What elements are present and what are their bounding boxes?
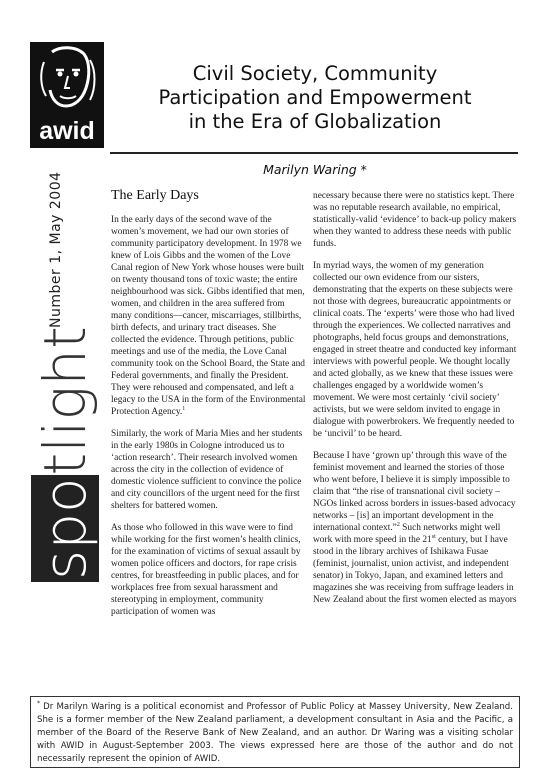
series-name-highlight: spo bbox=[31, 477, 99, 580]
face-logo-icon bbox=[30, 42, 104, 122]
author-footnote bbox=[30, 696, 520, 768]
paragraph: Because I have ‘grown up’ through this wave of the feminist movement and learned the stories of those who went before, I believe it is simply impossible to claim that “the rise of transnational civil society – NGOs linked across borders in issues-based advocacy networks – [is] an important development in the international context.”$^2$ Such networks might well work with more speed in the 21st century, but I have stood in the library archives of Ishikawa Fusae (feminist, journalist, union activist, and independent senator) in Tokyo, Japan, and examined letters and magazines she was receiving from suffrage leaders in New Zealand about the first women elected as mayors bbox=[313, 451, 517, 605]
title-line-1: Civil Society, Community bbox=[192, 62, 438, 85]
text-column-left bbox=[111, 190, 307, 628]
title-divider bbox=[110, 152, 518, 154]
logo-word: awid bbox=[39, 117, 95, 145]
footnote-ref: 2 bbox=[396, 521, 400, 528]
paragraph: In the early days of the second wave of the women’s movement, we had our own stories of community participatory development. In 1978 we knew of Lois Gibbs and the women of the Love Canal region of New York whose houses were built on twenty thousand tons of toxic waste; the entire neighbourhood was sick. Gibbs identified that men, women, and children in the area suffered from many conditions—cancer, miscarriages, stillbirths, birth defects, and urinary tract diseases. She collected the evidence. Through petitions, public meetings and use of the media, the Love Canal community took on the School Board, the State and Federal governments, and finally the President. They were rehoused and compensated, and left a legacy to the USA in the form of the Environmental Protection Agency.$^1$ bbox=[111, 215, 306, 417]
page-title bbox=[110, 62, 520, 134]
footnote-text: Dr Marilyn Waring is a political economist and Professor of Public Policy at Massey University, New Zealand. She is a former member of the New Zealand parliament, a development consultant in Asia and the Pacific, a member of the Board of the Reserve Bank of New Zealand, and an author. Dr Waring was a visiting scholar with AWID in August-September 2003. The views expressed here are those of the author and do not necessarily represent the opinion of AWID. bbox=[37, 702, 513, 764]
footnote-mark: * bbox=[37, 700, 40, 708]
ordinal-suffix: st bbox=[431, 533, 436, 540]
text-column-right bbox=[313, 190, 518, 616]
footnote-ref: 1 bbox=[182, 405, 186, 412]
paragraph: Similarly, the work of Maria Mies and her students in the early 1980s in Cologne introduced us to ‘action research’. Their research involved women across the city in the collection of evidence of domestic violence sufficient to convince the police and city councillors of the urgent need for the first shelters for battered women. bbox=[111, 429, 303, 511]
series-name-rest: tlight bbox=[31, 326, 99, 476]
series-name bbox=[31, 326, 99, 582]
paragraph: As those who followed in this wave were to find while working for the first women’s health clinics, for the examination of victims of sexual assault by women police officers and doctors, for rape crisis centres, for breastfeeding in public places, and for workplaces free from sexual harassment and stereotyping in employment, community participation of women was bbox=[111, 523, 301, 617]
author-byline: Marilyn Waring * bbox=[263, 162, 367, 177]
section-heading: The Early Days bbox=[111, 188, 199, 203]
title-line-3: in the Era of Globalization bbox=[188, 110, 442, 133]
paragraph: necessary because there were no statistics kept. There was no reputable research available, no empirical, statistically-valid ‘evidence’ to back-up policy makers when they wanted to address these needs with public funds. bbox=[313, 191, 517, 249]
issue-date: Number 1, May 2004 bbox=[48, 171, 64, 328]
paragraph: In myriad ways, the women of my generation collected our own evidence from our sisters, demonstrating that the experts on these subjects were not those with degrees, bureaucratic appointments or clinical coats. The ‘experts’ were those who had lived through the experiences. We collected narratives and photographs, held focus groups and demonstrations, engaged in street theatre and conducted key informant interviews with powerful people. We thought locally and acted globally, as we knew that these issues were challenges engaged by a worldwide women’s movement. We were most certainly ‘civil society’ activists, but we were seldom invited to engage in dialogue with powerbrokers. We frequently needed to be ‘uncivil’ to be heard. bbox=[313, 261, 517, 439]
title-line-2: Participation and Empowerment bbox=[158, 86, 472, 109]
